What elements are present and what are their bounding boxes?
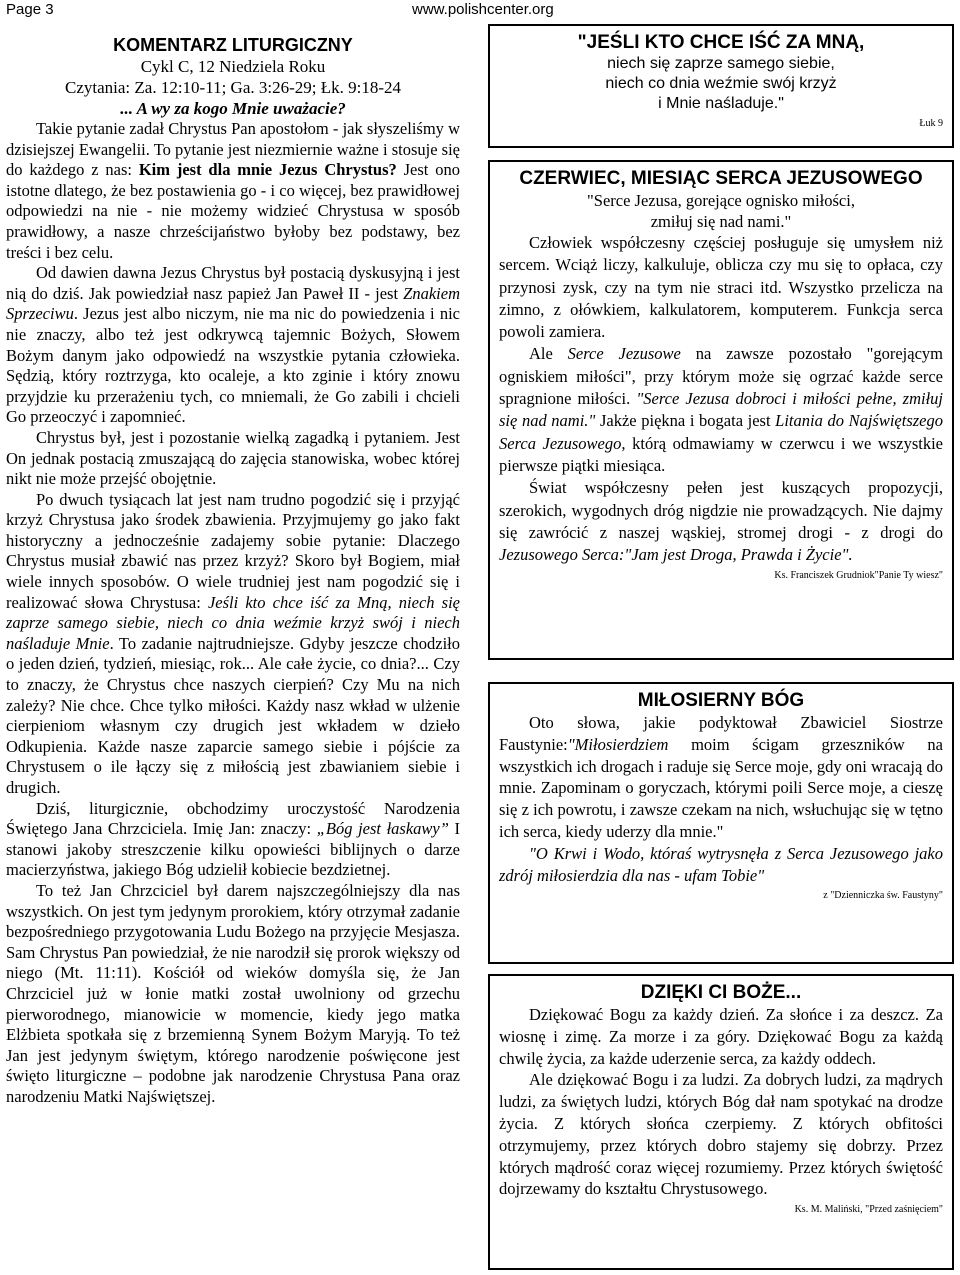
sacred-heart-paragraph-3: Świat współczesny pełen jest kuszących propozycji, szerokich, wygodnych dróg nigdzie nie prowadzących. Nie dajmy się zawrócić z naszej wąskiej, stromej drogi - z drogi do Jezusowego Serca:"Jam jest Droga, Prawda i Życie". (499, 478, 943, 565)
quote-line-3: i Mnie naśladuje." (658, 95, 784, 112)
thanks-box (488, 974, 954, 1270)
divine-mercy-title: MIŁOSIERNY BÓG (637, 690, 805, 711)
divine-mercy-box (488, 682, 954, 964)
quote-line-2: niech co dnia weźmie swój krzyż (605, 75, 837, 92)
website-url[interactable]: www.polishcenter.org (412, 1, 554, 18)
commentary-title: KOMENTARZ LITURGICZNY (113, 35, 353, 55)
sacred-heart-paragraph-1: Człowiek współczesny częściej posługuje się umysłem niż sercem. Wciąż liczy, kalkuluje, oblicza czy mu się to opłaca, czy przynosi zysk, czy na tym nie straci itd. Wszystko przelicza na zimno, z ołówkiem, kalkulatorem, komputerem. Funkcja serca powoli zamiera. (499, 233, 943, 342)
sacred-heart-title: CZERWIEC, MIESIĄC SERCA JEZUSOWEGO (519, 168, 923, 189)
thanks-paragraph-1: Dziękować Bogu za każdy dzień. Za słońce i za deszcz. Za wiosnę i zimę. Za morze i za góry. Dziękować Bogu za każdą chwilę życia, za każde uderzenie serca, za każdy oddech. (499, 1005, 943, 1068)
commentary-paragraph-3: Chrystus był, jest i pozostanie wielką zagadką i pytaniem. Jest On jednak postacią zmuszającą do zajęcia stanowiska, wobec której nikt nie może przejść obojętnie. (6, 427, 460, 489)
page-header (0, 0, 960, 24)
commentary-paragraph-2: Od dawien dawna Jezus Chrystus był postacią dyskusyjną i jest nią do dziś. Jak powiedział nasz papież Jan Paweł II - jest Znakiem Sprzeciwu. Jezus jest albo niczym, nie ma nic do powiedzenia i nic nie znaczy, albo też jest odkrywcą tajemnic Bożych, Słowem Bożym danym jako odpowiedź na wszystkie pytania człowieka. Sędzią, który roztrzyga, kto ocaleje, a kto zginie i który znowu przyjdzie ku przerażeniu tych, co mniemali, że Go zabili i chcieli Go przeoczyć i zapomnieć. (6, 263, 460, 427)
sacred-heart-invocation-1: "Serce Jezusa, gorejące ognisko miłości, (587, 191, 855, 210)
page-number: Page 3 (6, 1, 54, 18)
sacred-heart-paragraph-2: Ale Serce Jezusowe na zawsze pozostało "gorejącym ogniskiem miłości", przy którym może się ogrzać każde serce spragnione miłości. "Serce Jezusa dobroci i miłości pełne, zmiłuj się nad nami." Jakże piękna i bogata jest Litania do Najświętszego Serca Jezusowego, którą odmawiamy w czerwcu i we wszystkie pierwsze piątki miesiąca. (499, 344, 944, 475)
sacred-heart-box (488, 160, 954, 660)
liturgical-commentary (6, 34, 460, 1108)
liturgical-cycle: Cykl C, 12 Niedziela Roku (140, 57, 326, 76)
quote-title: "JEŚLI KTO CHCE IŚĆ ZA MNĄ, (577, 32, 865, 53)
quote-line-1: niech się zaprze samego siebie, (607, 55, 835, 72)
quote-source: Łuk 9 (919, 118, 943, 129)
sacred-heart-source: Ks. Franciszek Grudniok"Panie Ty wiesz" (774, 570, 943, 582)
gospel-quote-box (488, 24, 954, 148)
commentary-paragraph-6: To też Jan Chrzciciel był darem najszczególniejszy dla nas wszystkich. On jest tym jedynym prorokiem, który otrzymał zadanie bezpośredniego przygotowania Ludu Bożego na przyjęcie Mesjasza. Sam Chrystus Pan powiedział, że nie narodził się prorok większy od niego (Mt. 11:11). Kościół od wieków domyśla się, że Jan Chrzciciel już w łonie matki został uwolniony od grzechu pierworodnego, mianowicie w momencie, kiedy jego matka Elżbieta spotkała się z brzemienną Synem Bożym Maryją. To też Jan jest jedynym świętym, którego narodzenie poświęcone jest święto liturgiczne – podobne jak narodzenie Chrystusa Pana oraz narodzeniu Matki Najświętszej. (6, 880, 460, 1106)
thanks-paragraph-2: Ale dziękować Bogu i za ludzi. Za dobrych ludzi, za mądrych ludzi, za świętych ludzi, których Bóg dał nam spotykać na drodze życia. Z których słońca czerpiemy. Z których obfitości otrzymujemy, przez których dobro stajemy się dobrzy. Przez których mądrość coraz więcej rozumiemy. Przez których świętość dojrzewamy do kształtu Chrystusowego. (499, 1070, 943, 1199)
thanks-title: DZIĘKI CI BOŻE... (640, 982, 802, 1003)
divine-mercy-prayer: "O Krwi i Wodo, któraś wytrysnęła z Serca Jezusowego jako zdrój miłosierdzia dla nas - ufam Tobie" (499, 843, 943, 885)
right-column (488, 24, 954, 1270)
commentary-paragraph-4: Po dwuch tysiącach lat jest nam trudno pogodzić się i przyjąć krzyż Chrystusa jako środek zbawienia. Przyjmujemy go jako fakt historyczny a jednocześnie zadajemy sobie pytanie: Dlaczego Chrystus musiał zbawić nas przez krzyż? Skoro był Bogiem, miał wiele innych sposobów. O wiele trudniej jest nam pogodzić się i realizować słowa Chrystusa: Jeśli kto chce iść za Mną, niech się zaprze samego siebie, niech co dnia weźmie krzyż swój i niech naśladuje Mnie. To zadanie najtrudniejsze. Gdyby jeszcze chodziło o jeden dzień, tydzień, miesiąc, rok... Ale całe życie, co dnia?... Czy to znaczy, że Chrystus chce naszych cierpień? Czy Mu na nich zależy? Nie chce. Chce tylko miłości. Każdy nasz wkład w ulżenie cierpieniom własnym czy drugich jest wkładem w dzieło Odkupienia. Każde nasze zaparcie samego siebie i pójście za Chrystusem o ile łączy się z miłością jest zbawianiem siebie i drugich. (6, 489, 460, 797)
sacred-heart-invocation-2: zmiłuj się nad nami." (650, 212, 792, 231)
commentary-paragraph-1: Takie pytanie zadał Chrystus Pan apostołom - jak słyszeliśmy w dzisiejszej Ewangelii. To pytanie jest niezmiernie ważne i stosuje się do każdego z nas: Kim jest dla mnie Jezus Chrystus? Jest ono istotne dlatego, że bez postawienia go - i co więcej, bez prawidłowej odpowiedzi na nie - nie możemy widzieć Chrystusa w sposób prawidłowy, a nasze chrześcijaństwo byłoby bez podstawy, bez treści i bez celu. (6, 119, 460, 262)
thanks-source: Ks. M. Maliński, "Przed zaśnięciem" (794, 1204, 943, 1216)
readings: Czytania: Za. 12:10-11; Ga. 3:26-29; Łk. 9:18-24 (65, 78, 401, 97)
commentary-paragraph-5: Dziś, liturgicznie, obchodzimy uroczystość Narodzenia Świętego Jana Chrzciciela. Imię Jan: znaczy: „Bóg jest łaskawy” I stanowi jakoby streszczenie kilku opowieści biblijnych o darze macierzyństwa, jakiego Bóg udzielił kobiecie bezdzietnej. (6, 798, 460, 880)
gospel-question: ... A wy za kogo Mnie uważacie? (120, 99, 346, 118)
divine-mercy-source: z "Dzienniczka św. Faustyny" (823, 890, 943, 902)
divine-mercy-paragraph-1: Oto słowa, jakie podyktował Zbawiciel Siostrze Faustynie:"Miłosierdziem moim ścigam grzeszników na wszystkich ich drogach i raduje się Serce moje, gdy oni wracają do mnie. Zapominam o goryczach, którymi poili Serce moje, a cieszę się z ich powrotu, i zawsze czekam na nich, wsłuchując się w tętno ich serca, kiedy uderzy dla mnie." (499, 713, 943, 841)
